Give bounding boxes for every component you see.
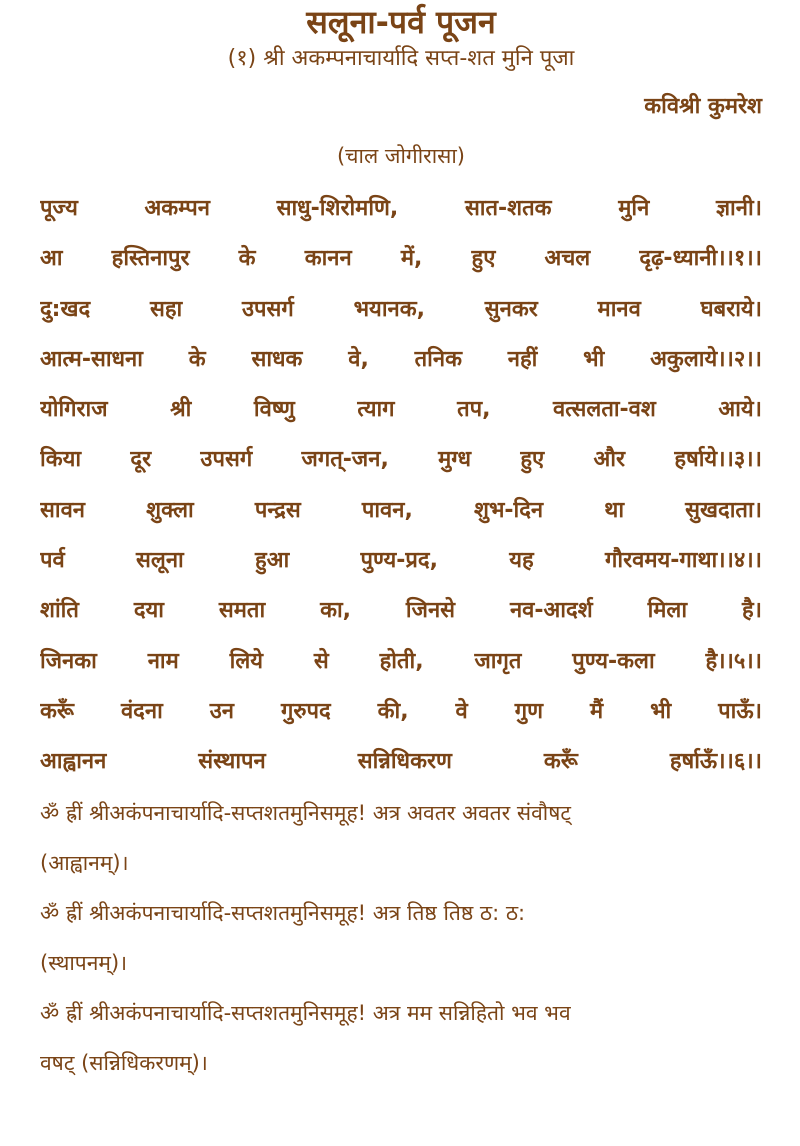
mantra-line: (स्थापनम्)। <box>40 950 128 975</box>
verse-line: जिनका नाम लिये से होती, जागृत पुण्य-कला है।।५।। <box>40 648 762 674</box>
verse-line: पूज्य अकम्पन साधु-शिरोमणि, सात-शतक मुनि ज्ञानी। <box>40 196 762 221</box>
author-name: कविश्री कुमरेश <box>644 94 762 119</box>
verse-line: करूँ वंदना उन गुरुपद की, वे गुण मैं भी पाऊँ। <box>40 698 762 724</box>
verse-line: किया दूर उपसर्ग जगत्-जन, मुग्ध हुए और हर्षाये।।३।। <box>40 447 762 473</box>
verse-line: शांति दया समता का, जिनसे नव-आदर्श मिला है। <box>40 598 762 624</box>
verse-line: आत्म-साधना के साधक वे, तनिक नहीं भी अकुलाये।।२।। <box>40 346 762 372</box>
mantra-line: ॐ ह्रीं श्रीअकंपनाचार्यादि-सप्तशतमुनिसमूह! अत्र मम सन्निहितो भव भव <box>40 1000 571 1025</box>
page-title: सलूना-पर्व पूजन <box>306 3 496 41</box>
mantra-line: (आह्वानम्)। <box>40 850 129 875</box>
meter-note: (चाल जोगीरासा) <box>336 144 466 168</box>
page-subtitle: (१) श्री अकम्पनाचार्यादि सप्त-शत मुनि पूजा <box>227 46 575 71</box>
verse-line: योगिराज श्री विष्णु त्याग तप, वत्सलता-वश आये। <box>40 397 762 423</box>
verse-line: दु:खद सहा उपसर्ग भयानक, सुनकर मानव घबराये। <box>40 296 762 322</box>
verse-line: पर्व सलूना हुआ पुण्य-प्रद, यह गौरवमय-गाथा।।४।। <box>40 548 762 574</box>
verse-block <box>40 184 762 788</box>
verse-line: आ हस्तिनापुर के कानन में, हुए अचल दृढ़-ध्यानी।।१।। <box>40 246 762 272</box>
mantra-line: ॐ ह्रीं श्रीअकंपनाचार्यादि-सप्तशतमुनिसमूह! अत्र तिष्ठ तिष्ठ ठ: ठ: <box>40 900 526 925</box>
mantra-line: वषट् (सन्निधिकरणम्)। <box>40 1050 208 1075</box>
verse-line: सावन शुक्ला पन्द्रस पावन, शुभ-दिन था सुखदाता। <box>40 497 762 523</box>
verse-line: आह्वानन संस्थापन सन्निधिकरण करूँ हर्षाऊँ।।६।। <box>40 749 762 775</box>
mantra-line: ॐ ह्रीं श्रीअकंपनाचार्यादि-सप्तशतमुनिसमूह! अत्र अवतर अवतर संवौषट् <box>40 800 571 825</box>
mantra-block <box>40 788 762 1088</box>
